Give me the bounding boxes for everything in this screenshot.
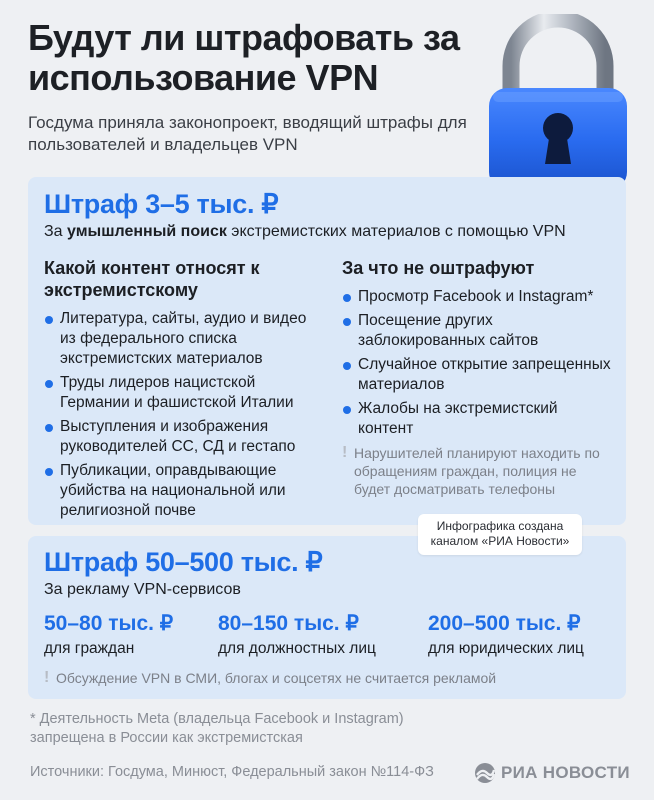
fine-tier-amount: 50–80 тыс. ₽ xyxy=(44,612,174,635)
fine-tier-target: для должностных лиц xyxy=(218,640,376,657)
list-item xyxy=(44,461,314,521)
list-item-text: Посещение других заблокированных сайтов xyxy=(358,312,539,349)
credit-badge: Инфографика создана каналом «РИА Новости» xyxy=(418,514,582,555)
extremist-content-heading: Какой контент относят к экстремистскому xyxy=(44,258,260,300)
list-item-text: Просмотр Facebook и Instagram* xyxy=(358,288,594,305)
bullet-dot xyxy=(343,362,351,370)
fine-description: За рекламу VPN-сервисов xyxy=(44,581,241,598)
sources: Источники: Госдума, Минюст, Федеральный закон №114-ФЗ xyxy=(30,764,434,780)
fine-description-prefix: За xyxy=(44,223,68,240)
no-fine-heading: За что не оштрафуют xyxy=(342,258,535,278)
enforcement-note xyxy=(342,444,612,498)
no-fine-list xyxy=(342,287,617,443)
list-item xyxy=(342,287,617,307)
exclamation-icon: ! xyxy=(44,669,50,686)
list-item xyxy=(342,399,617,439)
list-item xyxy=(44,417,314,457)
bullet-dot xyxy=(45,316,53,324)
extremist-content-list xyxy=(44,309,314,525)
fine-block-advertising xyxy=(28,536,626,699)
ria-logo-text: РИА НОВОСТИ xyxy=(501,763,630,782)
fine-tier-amount: 80–150 тыс. ₽ xyxy=(218,612,359,635)
list-item-text: Литература, сайты, аудио и видео из федерального списка экстремистских материалов xyxy=(60,310,307,367)
fine-tier-legal-entities xyxy=(428,611,584,658)
bullet-dot xyxy=(45,424,53,432)
list-item xyxy=(44,309,314,369)
ria-logo xyxy=(474,761,630,785)
bullet-dot xyxy=(45,468,53,476)
fine-description xyxy=(44,223,566,241)
list-item xyxy=(44,373,314,413)
list-item xyxy=(342,311,617,351)
page-subtitle: Госдума приняла законопроект, вводящий штрафы для пользователей и владельцев VPN xyxy=(28,113,467,154)
enforcement-note-text: Нарушителей планируют находить по обращениям граждан, полиция не будет досматривать телефоны xyxy=(354,445,600,497)
list-item xyxy=(342,355,617,395)
fine-block-search xyxy=(28,177,626,525)
exclamation-icon: ! xyxy=(342,444,348,461)
fine-tier-target: для граждан xyxy=(44,640,135,657)
padlock-icon xyxy=(483,14,633,192)
fine-description-suffix: экстремистских материалов с помощью VPN xyxy=(226,223,566,240)
bullet-dot xyxy=(343,318,351,326)
list-item-text: Выступления и изображения руководителей СС, СД и гестапо xyxy=(60,418,296,455)
page-title: Будут ли штрафовать за использование VPN xyxy=(28,17,460,98)
fine-description-bold: умышленный поиск xyxy=(67,223,227,240)
fine-heading: Штраф 3–5 тыс. ₽ xyxy=(44,189,279,219)
advertising-note-text: Обсуждение VPN в СМИ, блогах и соцсетях не считается рекламой xyxy=(56,670,497,686)
fine-tier-citizens xyxy=(44,611,173,658)
fine-tier-officials xyxy=(218,611,376,658)
bullet-dot xyxy=(343,294,351,302)
fine-heading: Штраф 50–500 тыс. ₽ xyxy=(44,547,323,577)
list-item-text: Жалобы на экстремистский контент xyxy=(358,400,558,437)
list-item-text: Труды лидеров нацистской Германии и фашистской Италии xyxy=(60,374,294,411)
footnote: * Деятельность Meta (владельца Facebook и Instagram) запрещена в России как экстремистская xyxy=(30,711,404,746)
list-item-text: Случайное открытие запрещенных материалов xyxy=(358,356,611,393)
advertising-note xyxy=(44,669,584,687)
ria-logo-icon xyxy=(474,762,496,784)
list-item-text: Публикации, оправдывающие убийства на национальной или религиозной почве xyxy=(60,462,286,519)
bullet-dot xyxy=(343,406,351,414)
fine-tier-amount: 200–500 тыс. ₽ xyxy=(428,612,581,635)
fine-tier-target: для юридических лиц xyxy=(428,640,584,657)
bullet-dot xyxy=(45,380,53,388)
